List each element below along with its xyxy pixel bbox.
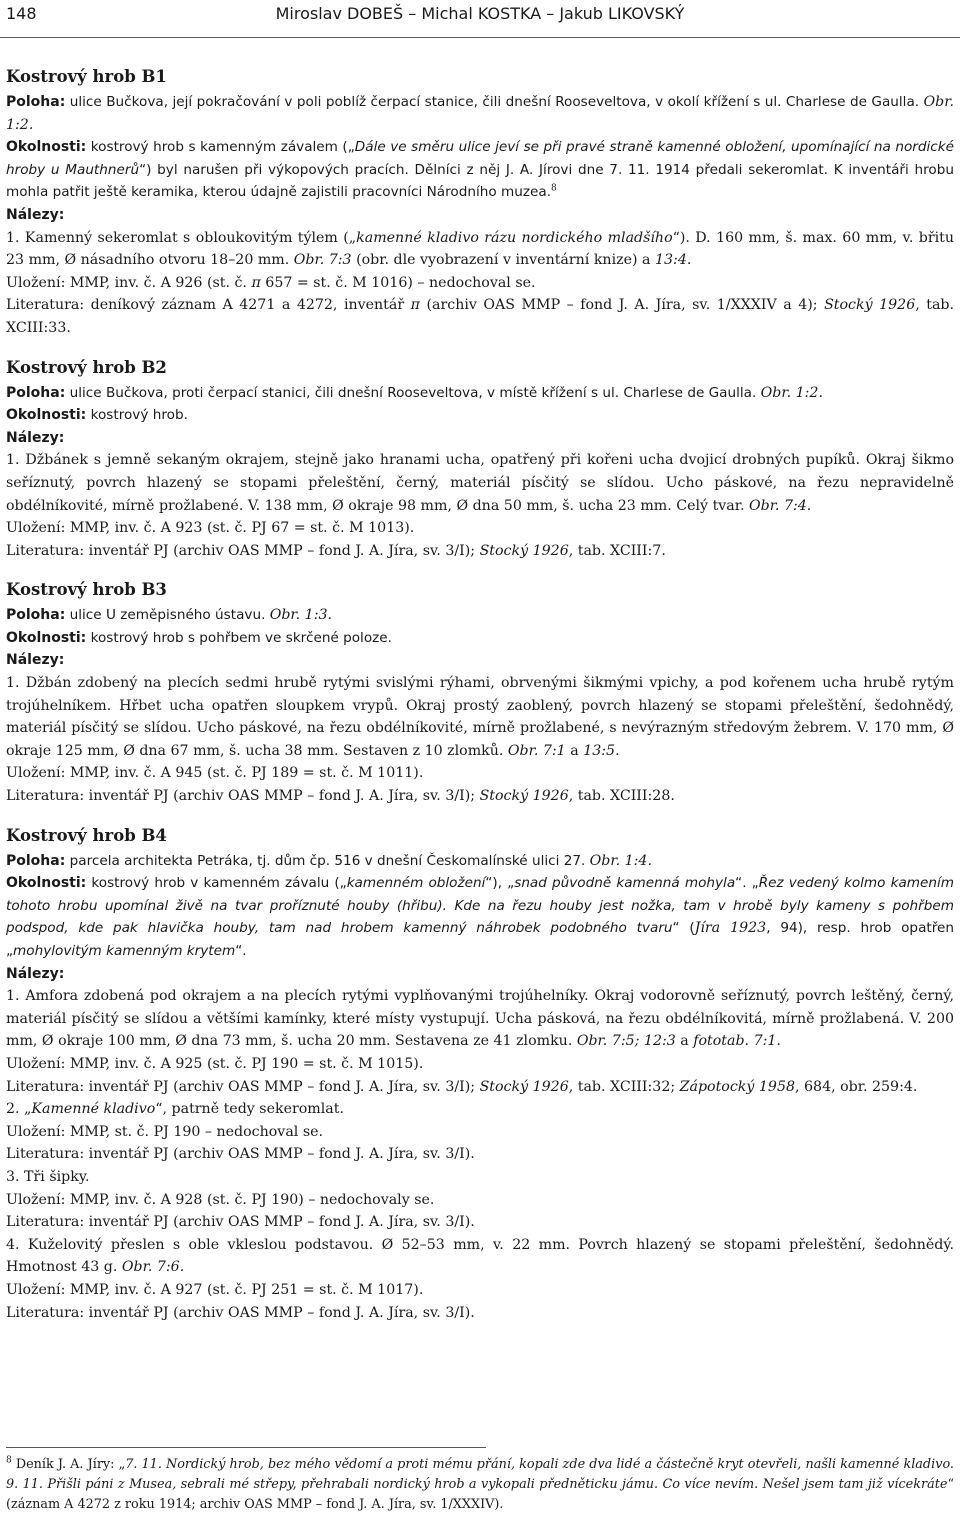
circumstances-text: “. „ xyxy=(735,875,759,892)
figure-reference: Obr. 7:1 xyxy=(507,742,566,759)
literature-text: (archiv OAS MMP – fond J. A. Jíra, sv. 1/XXXIV a 4); xyxy=(419,297,825,314)
find-text: (obr. dle vyobrazení v inventární knize) a xyxy=(351,252,655,269)
pi-symbol: π xyxy=(251,274,261,291)
circumstances-text: kostrový hrob v kamenném závalu („ xyxy=(86,875,347,892)
location-text: ulice Bučkova, její pokračování v poli poblíž čerpací stanice, čili dnešní Rooseveltova, v okolí křížení s ul. Charlese de Gaulla. xyxy=(65,94,924,110)
footnote-quote: 7. 11. Nordický hrob, bez mého vědomí a proti mému přání, kopali zde dva lidé a částečně kryt otevřeli, našli kamenné kladivo. 9. 11. Přišli páni z Musea, sebrali mé střepy, přehrabali nordický hrob a vykopali předněticku jámu. Co více nevím. Nešel jsem tam již vícekráte xyxy=(6,1457,954,1492)
finds-label: Nálezy: xyxy=(6,206,65,223)
footnote-marker[interactable]: 8 xyxy=(551,183,557,194)
circumstances-label: Okolnosti: xyxy=(6,139,87,156)
location-paragraph xyxy=(6,382,954,405)
section-title: Kostrový hrob B2 xyxy=(6,357,167,377)
storage-text: 657 = st. č. M 1016) – nedochoval se. xyxy=(260,274,536,291)
find-text: “, patrně tedy sekeromlat. xyxy=(155,1101,344,1118)
literature-text: , tab. XCIII:32; xyxy=(568,1078,680,1095)
circumstances-quote: kamenném obložení xyxy=(346,875,486,892)
circumstances-paragraph xyxy=(6,872,954,962)
figure-reference: Obr. 7:4. xyxy=(748,497,812,514)
figure-reference: Obr. 1:2. xyxy=(6,94,954,133)
figure-reference: Obr. 7:5; 12:3 xyxy=(576,1033,676,1050)
find-text: . xyxy=(615,742,620,759)
storage-line: Uložení: MMP, inv. č. A 927 (st. č. PJ 251 = st. č. M 1017). xyxy=(6,1281,424,1298)
literature-line: Literatura: inventář PJ (archiv OAS MMP – fond J. A. Jíra, sv. 3/I). xyxy=(6,1304,475,1321)
circumstances-quote: Řez vedený kolmo kamením tohoto hrobu upomínal živě na tvar proříznuté houby (hřibu). Kde na řezu houby jest nožka, tam v hrobě byly kameny s pohřbem podspod, kde pak hlavička houby, tam nad hrobem kamenný náhrobek podobného tvaru xyxy=(6,875,955,937)
location-paragraph xyxy=(6,850,954,873)
literature-text: , 684, obr. 259:4. xyxy=(795,1078,918,1095)
circumstances-text: “ ( xyxy=(672,920,695,937)
find-text: 1. Džbánek s jemně sekaným okrajem, stejně jako hranami ucha, opatřený při kořeni ucha dvojicí drobných pupíků. Okraj šikmo seříznutý, povrch hlazený se stopami přeleštění, černý, materiál písčitý se slídou. Ucho páskové, na řezu nepravidelně obdélníkovité, mírně prožlabené. V. 138 mm, Ø okraje 98 mm, Ø dna 50 mm, š. ucha 23 mm. Celý tvar. xyxy=(6,452,954,514)
find-text: 1. Kamenný sekeromlat s obloukovitým týlem („ xyxy=(6,229,357,246)
circumstances-text: “) byl narušen při výkopových pracích. Dělníci z něj J. A. Jírovi dne 7. 11. 1914 předali sekeromlat. K inventáři hrobu mohla patřit ještě keramika, kterou údajně zajistili pracovníci Národního muzea. xyxy=(6,161,954,201)
find-text: 4. Kuželovitý přeslen s oble vkleslou podstavou. Ø 52–53 mm, v. 22 mm. Povrch hlazený se stopami přeleštění, šedohnědý. Hmotnost 43 g. xyxy=(6,1236,954,1276)
find-quote: kamenné kladivo rázu nordického mladšího xyxy=(356,229,673,246)
section-title: Kostrový hrob B1 xyxy=(6,67,167,86)
find-item xyxy=(6,985,954,1053)
finds-label: Nálezy: xyxy=(6,965,65,982)
footnote-number: 8 xyxy=(6,1455,12,1466)
location-paragraph xyxy=(6,604,954,627)
section-grave-b3 xyxy=(6,579,954,807)
circumstances-paragraph xyxy=(6,404,954,427)
section-title: Kostrový hrob B4 xyxy=(6,825,167,845)
find-item xyxy=(6,227,954,272)
find-item xyxy=(6,1234,954,1279)
pi-symbol: π xyxy=(410,297,420,314)
find-text: . xyxy=(686,252,692,269)
location-paragraph xyxy=(6,91,954,136)
main-content xyxy=(6,66,954,1341)
location-label: Poloha: xyxy=(6,852,66,869)
literature-text: , tab. XCIII:28. xyxy=(568,788,675,805)
circumstances-paragraph xyxy=(6,136,954,204)
literature-text: , tab. XCIII:33. xyxy=(6,297,954,336)
find-item xyxy=(6,1098,954,1121)
footnote-text: “ (záznam A 4272 z roku 1914; archiv OAS MMP – fond J. A. Jíra, sv. 1/XXXIV). xyxy=(6,1477,954,1512)
find-text: 1. Džbán zdobený na plecích sedmi hrubě rytými svislými rýhami, obrvenými šikmými vpichy, a pod kořenem ucha hrubě rytým trojúhelníkem. Hřbet ucha opatřen sloupkem vrypů. Okraj prostý zaoblený, povrch hlazený se stopami přeleštění, šedohnědý, materiál písčitý se slídou. Ucho páskové, na řezu obdélníkovité, mírně prožlabené, s nevýrazným středovým žebrem. V. 170 mm, Ø okraje 125 mm, Ø dna 67 mm, š. ucha 38 mm. Sestaven z 10 zlomků. xyxy=(6,675,954,759)
storage-line xyxy=(6,272,954,295)
figure-reference: 13:4 xyxy=(655,252,687,269)
running-head-authors: Miroslav DOBEŠ – Michal KOSTKA – Jakub LIKOVSKÝ xyxy=(275,4,685,23)
location-text: ulice U zeměpisného ústavu. xyxy=(65,607,270,624)
literature-text: Literatura: inventář PJ (archiv OAS MMP – fond J. A. Jíra, sv. 3/I); xyxy=(6,542,480,559)
circumstances-quote: Dále ve směru ulice jeví se při pravé straně kamenné obložení, upomínající na nordické hroby u Mauthnerů xyxy=(6,139,954,178)
literature-reference: Zápotocký 1958 xyxy=(679,1078,796,1095)
finds-label: Nálezy: xyxy=(6,429,65,446)
circumstances-quote: mohylovitým kamenným krytem xyxy=(13,943,236,959)
literature-text: , tab. XCIII:7. xyxy=(568,542,666,559)
section-grave-b2 xyxy=(6,357,954,563)
figure-reference: Obr. 1:3. xyxy=(269,607,333,624)
circumstances-text: kostrový hrob s pohřbem ve skrčené poloze. xyxy=(86,629,392,646)
literature-reference: Stocký 1926 xyxy=(479,1078,569,1095)
find-quote: Kamenné kladivo xyxy=(31,1101,156,1118)
figure-reference: Obr. 1:4. xyxy=(589,852,652,869)
page-header xyxy=(0,0,960,38)
literature-reference: Jíra 1923 xyxy=(694,920,767,937)
literature-text: Literatura: deníkový záznam A 4271 a 4272, inventář xyxy=(6,297,411,314)
storage-line: Uložení: MMP, st. č. PJ 190 – nedochoval se. xyxy=(6,1123,324,1140)
find-text: “). D. 160 mm, š. max. 60 mm, v. břitu 23 mm, Ø násadního otvoru 18–20 mm. xyxy=(6,229,955,269)
find-text: . xyxy=(776,1033,781,1050)
section-grave-b4 xyxy=(6,825,954,1324)
literature-line xyxy=(6,785,954,808)
figure-reference: Obr. 7:6. xyxy=(121,1259,185,1276)
circumstances-paragraph xyxy=(6,627,954,650)
location-text: parcela architekta Petráka, tj. dům čp. 516 v dnešní Českomalínské ulici 27. xyxy=(65,852,590,869)
circumstances-text: kostrový hrob. xyxy=(86,407,188,424)
figure-reference: 13:5 xyxy=(583,742,616,759)
circumstances-text: “), „ xyxy=(485,875,515,892)
location-label: Poloha: xyxy=(6,94,66,110)
figure-reference: Obr. 1:2. xyxy=(760,384,823,401)
circumstances-text: kostrový hrob s kamenným závalem („ xyxy=(86,139,355,156)
section-title: Kostrový hrob B3 xyxy=(6,580,167,600)
location-text: ulice Bučkova, proti čerpací stanici, čili dnešní Rooseveltova, v místě křížení s ul. Charlese de Gaulla. xyxy=(65,384,761,401)
literature-reference: Stocký 1926 xyxy=(479,788,569,805)
circumstances-label: Okolnosti: xyxy=(6,407,87,424)
literature-reference: Stocký 1926 xyxy=(479,542,569,559)
find-text: 2. „ xyxy=(6,1101,32,1118)
circumstances-label: Okolnosti: xyxy=(6,629,87,646)
circumstances-text: “. xyxy=(235,943,247,959)
storage-line: Uložení: MMP, inv. č. A 945 (st. č. PJ 189 = st. č. M 1011). xyxy=(6,765,424,782)
circumstances-label: Okolnosti: xyxy=(6,875,87,892)
literature-line xyxy=(6,1076,954,1099)
literature-reference: Stocký 1926 xyxy=(824,297,916,314)
page-number: 148 xyxy=(6,4,37,23)
figure-reference: fototab. 7:1 xyxy=(693,1033,777,1050)
location-label: Poloha: xyxy=(6,384,66,401)
circumstances-text: , 94), resp. hrob opatřen „ xyxy=(6,920,954,959)
find-item xyxy=(6,672,954,762)
literature-line: Literatura: inventář PJ (archiv OAS MMP – fond J. A. Jíra, sv. 3/I). xyxy=(6,1214,475,1231)
find-text: a xyxy=(565,742,584,759)
find-item xyxy=(6,449,954,517)
find-text: 1. Amfora zdobená pod okrajem a na plecích rytými vyplňovanými trojúhelníky. Okraj vodorovně seříznutý, povrch leštěný, černý, materiál písčitý se slídou a většími kamínky, které místy vystupují. Ucha pásková, na řezu obdélníkovitá, mírně prožlabená. V. 200 mm, Ø okraje 100 mm, Ø dna 73 mm, š. ucha 20 mm. Sestavena ze 41 zlomku. xyxy=(6,988,954,1050)
section-grave-b1 xyxy=(6,66,954,340)
header-rule xyxy=(0,37,960,38)
literature-text: Literatura: inventář PJ (archiv OAS MMP – fond J. A. Jíra, sv. 3/I); xyxy=(6,788,480,805)
footnote-rule xyxy=(6,1447,486,1448)
storage-line: Uložení: MMP, inv. č. A 923 (st. č. PJ 67 = st. č. M 1013). xyxy=(6,520,415,537)
finds-label: Nálezy: xyxy=(6,652,65,669)
literature-line: Literatura: inventář PJ (archiv OAS MMP – fond J. A. Jíra, sv. 3/I). xyxy=(6,1146,475,1163)
circumstances-quote: snad původně kamenná mohyla xyxy=(514,875,736,892)
literature-line xyxy=(6,540,954,563)
storage-text: Uložení: MMP, inv. č. A 926 (st. č. xyxy=(6,274,252,291)
find-item: 3. Tři šipky. xyxy=(6,1168,90,1185)
find-text: a xyxy=(675,1033,694,1050)
literature-line xyxy=(6,294,954,339)
footnote-text: Deník J. A. Jíry: „ xyxy=(11,1457,126,1472)
footnote xyxy=(6,1455,954,1515)
literature-text: Literatura: inventář PJ (archiv OAS MMP – fond J. A. Jíra, sv. 3/I); xyxy=(6,1078,480,1095)
storage-line: Uložení: MMP, inv. č. A 928 (st. č. PJ 190) – nedochovaly se. xyxy=(6,1191,435,1208)
location-label: Poloha: xyxy=(6,607,66,624)
figure-reference: Obr. 7:3 xyxy=(293,252,352,269)
storage-line: Uložení: MMP, inv. č. A 925 (st. č. PJ 190 = st. č. M 1015). xyxy=(6,1055,424,1072)
